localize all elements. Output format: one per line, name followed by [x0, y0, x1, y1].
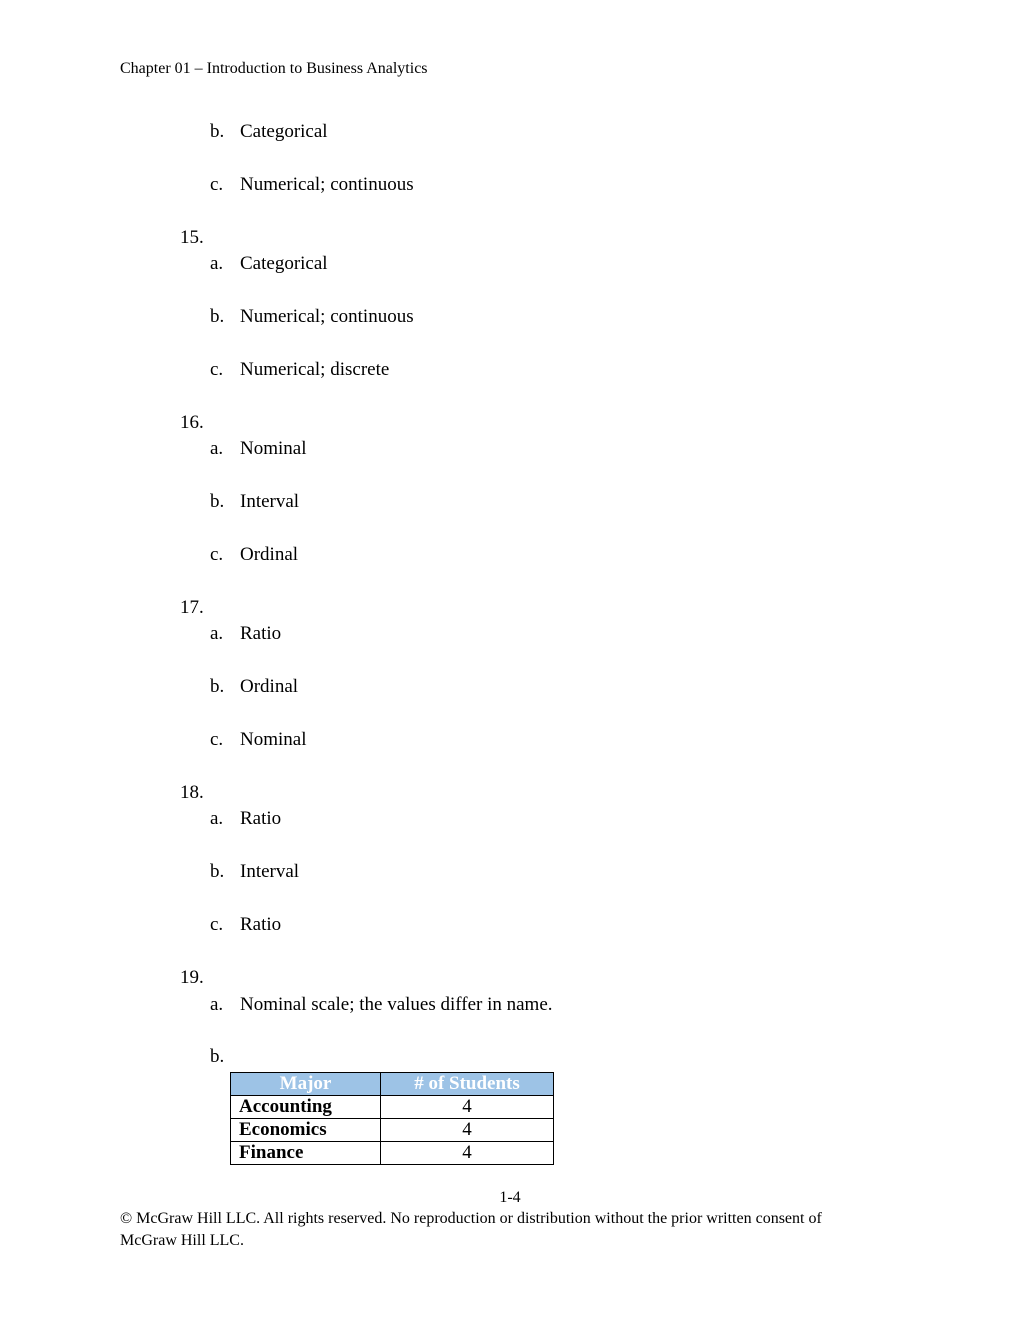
item-letter: c.	[210, 544, 224, 565]
q17-item-c	[210, 729, 307, 751]
count-cell: 4	[381, 1119, 554, 1142]
q14-item-c	[210, 174, 414, 196]
question-number-17: 17.	[180, 597, 204, 618]
question-number-16: 16.	[180, 412, 204, 433]
item-letter: b.	[210, 1046, 225, 1067]
item-letter: a.	[210, 438, 224, 459]
item-text: Interval	[240, 861, 300, 882]
item-text: Ratio	[240, 808, 282, 829]
major-cell: Finance	[231, 1142, 381, 1165]
q17-item-a	[210, 623, 281, 645]
q16-item-c	[210, 544, 298, 566]
major-cell: Accounting	[231, 1096, 381, 1119]
major-cell: Economics	[231, 1119, 381, 1142]
q19-item-b	[210, 1046, 240, 1068]
column-header-major: Major	[231, 1073, 381, 1096]
item-letter: a.	[210, 253, 224, 274]
q18-item-a	[210, 808, 281, 830]
page-number: 1-4	[499, 1189, 521, 1206]
q16-item-a	[210, 438, 307, 460]
item-letter: b.	[210, 676, 225, 697]
item-text: Nominal scale; the values differ in name.	[240, 994, 553, 1015]
question-number-19: 19.	[180, 967, 204, 988]
item-text: Numerical; continuous	[240, 306, 414, 327]
table-row	[231, 1119, 554, 1142]
table-row	[231, 1142, 554, 1165]
item-letter: a.	[210, 623, 224, 644]
q16-item-b	[210, 491, 299, 513]
q14-item-b	[210, 121, 328, 143]
item-text: Numerical; continuous	[240, 174, 414, 195]
q15-item-b	[210, 306, 414, 328]
page-header: Chapter 01 – Introduction to Business Analytics	[120, 60, 428, 77]
question-number-15: 15.	[180, 227, 204, 248]
item-letter: a.	[210, 808, 224, 829]
item-text: Ordinal	[240, 676, 299, 697]
item-text: Categorical	[240, 253, 328, 274]
item-text: Numerical; discrete	[240, 359, 390, 380]
item-text: Categorical	[240, 121, 328, 142]
item-letter: a.	[210, 994, 224, 1015]
column-header-students: # of Students	[381, 1073, 554, 1096]
item-text: Nominal	[240, 438, 307, 459]
item-text: Ratio	[240, 914, 282, 935]
count-cell: 4	[381, 1142, 554, 1165]
item-letter: c.	[210, 914, 224, 935]
item-text: Nominal	[240, 729, 307, 750]
item-letter: b.	[210, 306, 225, 327]
q15-item-c	[210, 359, 389, 381]
item-letter: c.	[210, 174, 224, 195]
table-row	[231, 1096, 554, 1119]
q17-item-b	[210, 676, 298, 698]
question-number-18: 18.	[180, 782, 204, 803]
q15-item-a	[210, 253, 328, 275]
item-letter: c.	[210, 359, 224, 380]
q18-item-b	[210, 861, 299, 883]
item-letter: c.	[210, 729, 224, 750]
item-text: Ratio	[240, 623, 282, 644]
count-cell: 4	[381, 1096, 554, 1119]
item-text: Interval	[240, 491, 300, 512]
q19-item-a	[210, 994, 553, 1016]
item-text: Ordinal	[240, 544, 299, 565]
table-header-row	[231, 1073, 554, 1096]
copyright-notice: © McGraw Hill LLC. All rights reserved. No reproduction or distribution without the prior written consent of McGraw Hill LLC.	[120, 1210, 822, 1249]
q18-item-c	[210, 914, 281, 936]
item-letter: b.	[210, 861, 225, 882]
item-letter: b.	[210, 121, 225, 142]
majors-table	[230, 1072, 554, 1165]
item-letter: b.	[210, 491, 225, 512]
